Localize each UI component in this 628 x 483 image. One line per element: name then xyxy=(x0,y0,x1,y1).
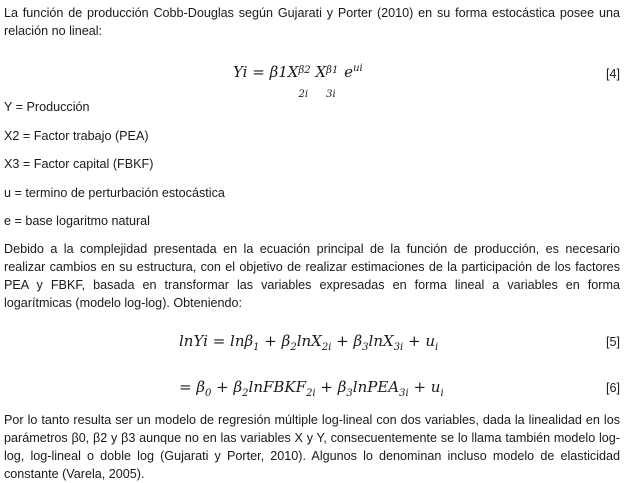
eq5-plus-u: + u xyxy=(403,332,436,350)
conclusion-paragraph: Por lo tanto resulta ser un modelo de regresión múltiple log-lineal con dos variables, dada la linealidad en los parámetros β0, β2 y β3 aunque no en las variables X y Y, consecuentemente se lo llama también modelo log-log, log-lineal o doble log (Gujarati y Porter, 2010). Algunos lo denominan incluso modelo de elasticidad constante (Varela, 2005). xyxy=(4,413,620,481)
eq6-b2-sub: 2 xyxy=(242,388,249,399)
eq5-b2-sub: 2 xyxy=(290,342,297,353)
eq6-plus-u: + u xyxy=(408,378,441,396)
eq4-x2-sub: 2i xyxy=(298,89,309,100)
eq6-pea-sub: 3i xyxy=(399,388,409,399)
eq4-x3-sub: 3i xyxy=(326,89,336,100)
log-log-equation-6 xyxy=(179,377,444,397)
eq5-x2-sub: 2i xyxy=(321,342,332,353)
eq6-lnfbkf: lnFBKF xyxy=(248,378,307,396)
definition-x3: X3 = Factor capital (FBKF) xyxy=(4,157,154,171)
eq4-e: e xyxy=(344,63,354,81)
eq5-lnx3: lnX xyxy=(368,332,394,350)
eq6-b0: = β xyxy=(179,378,206,396)
eq5-plus-b2: + β xyxy=(259,332,291,350)
eq4-lhs: Yi xyxy=(233,63,248,81)
eq5-b1-sub: 1 xyxy=(253,342,260,353)
eq6-fbkf-sub: 2i xyxy=(306,388,316,399)
eq6-plus-b2: + β xyxy=(211,378,243,396)
eq4-x2-sup: β2 xyxy=(298,65,311,76)
definition-x2: X2 = Factor trabajo (PEA) xyxy=(4,129,149,143)
eq5-lnx2: lnX xyxy=(296,332,322,350)
cobb-douglas-equation xyxy=(233,62,363,100)
eq6-plus-b3: + β xyxy=(315,378,347,396)
eq5-lhs: lnYi xyxy=(179,332,208,350)
equation-number-4: [4] xyxy=(605,67,620,81)
definition-u: u = termino de perturbación estocástica xyxy=(4,186,225,200)
eq6-b3-sub: 3 xyxy=(346,388,353,399)
eq5-ln-b1: = lnβ xyxy=(212,332,254,350)
eq6-lnpea: lnPEA xyxy=(352,378,400,396)
complexity-paragraph: Debido a la complejidad presentada en la ecuación principal de la función de producción, es necesario realizar cambios en su estructura, con el objetivo de realizar estimaciones de la participación de los factores PEA y FBKF, basada en transformar las variables expresadas en forma lineal a variables en forma logarítmicas (modelo log-log). Obteniendo: xyxy=(4,242,620,310)
eq5-plus-b3: + β xyxy=(331,332,363,350)
eq5-u-sub: i xyxy=(435,342,439,353)
eq5-b3-sub: 3 xyxy=(362,342,369,353)
eq4-x3-sup: β1 xyxy=(326,65,339,76)
eq6-b0-sub: 0 xyxy=(205,388,212,399)
intro-paragraph: La función de producción Cobb-Douglas según Gujarati y Porter (2010) en su forma estocástica posee una relación no lineal: xyxy=(4,6,620,38)
log-log-equation-5 xyxy=(179,331,438,351)
eq6-u-sub: i xyxy=(440,388,444,399)
eq4-x3: X xyxy=(315,63,327,81)
eq4-e-sup: ui xyxy=(353,63,363,74)
eq5-x3-sub: 3i xyxy=(393,342,404,353)
eq4-b1x: β1X xyxy=(269,63,299,81)
equation-number-6: [6] xyxy=(605,381,620,395)
eq4-equals: = xyxy=(252,63,265,81)
equation-number-5: [5] xyxy=(605,335,620,349)
definition-y: Y = Producción xyxy=(4,100,90,114)
definition-e: e = base logaritmo natural xyxy=(4,214,150,228)
